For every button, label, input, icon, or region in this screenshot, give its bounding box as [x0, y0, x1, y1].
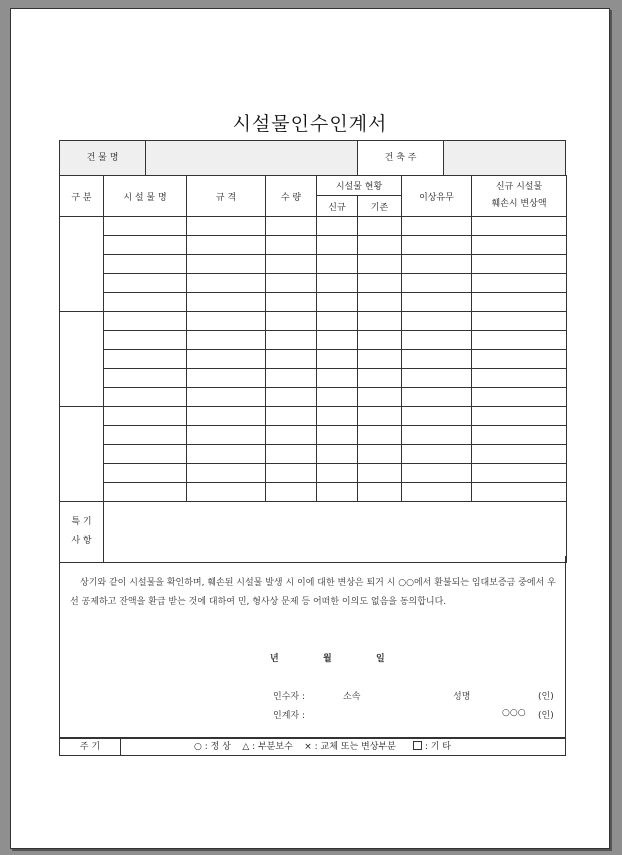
table-cell[interactable] — [358, 331, 402, 350]
table-row — [60, 388, 567, 407]
table-row — [60, 293, 567, 312]
table-cell[interactable] — [317, 445, 358, 464]
table-cell[interactable] — [472, 331, 567, 350]
table-cell[interactable] — [472, 388, 567, 407]
table-cell[interactable] — [266, 236, 317, 255]
special-notes-label-line1: 특 기 — [71, 517, 92, 527]
col-header-spec: 규 격 — [187, 176, 266, 217]
table-cell[interactable] — [402, 331, 472, 350]
table-row — [60, 312, 567, 331]
table-cell[interactable] — [187, 388, 266, 407]
table-cell[interactable] — [317, 407, 358, 426]
table-cell[interactable] — [187, 331, 266, 350]
legend-partial: △ : 부분보수 — [242, 742, 293, 752]
agreement-text: 상기와 같이 시설물을 확인하며, 훼손된 시설물 발생 시 이에 대한 변상은 퇴거 시 ○○에서 환불되는 임대보증금 중에서 우선 공제하고 잔액을 환급 받는 것에 대하여 민, 형사상 문제 등 어떠한 이의도 없음을 동의합니다. — [70, 578, 556, 607]
table-cell[interactable] — [317, 369, 358, 388]
table-cell[interactable] — [402, 464, 472, 483]
document-page — [10, 8, 610, 849]
table-cell[interactable] — [104, 483, 187, 502]
table-cell[interactable] — [104, 293, 187, 312]
table-cell[interactable] — [317, 331, 358, 350]
table-cell[interactable] — [402, 369, 472, 388]
building-name-label: 건 물 명 — [60, 141, 146, 175]
category-cell[interactable] — [60, 312, 104, 407]
building-name-field[interactable] — [146, 141, 358, 175]
table-cell[interactable] — [402, 255, 472, 274]
table-cell[interactable] — [472, 426, 567, 445]
table-cell[interactable] — [402, 483, 472, 502]
table-cell[interactable] — [266, 331, 317, 350]
table-cell[interactable] — [472, 293, 567, 312]
table-cell[interactable] — [104, 255, 187, 274]
table-cell[interactable] — [472, 236, 567, 255]
table-cell[interactable] — [187, 236, 266, 255]
table-cell[interactable] — [358, 255, 402, 274]
category-cell[interactable] — [60, 407, 104, 502]
builder-field[interactable] — [444, 141, 565, 175]
col-header-compensation-line1: 신규 시설물 — [495, 182, 543, 192]
table-row — [60, 331, 567, 350]
table-cell[interactable] — [104, 426, 187, 445]
table-cell[interactable] — [402, 312, 472, 331]
table-cell[interactable] — [266, 426, 317, 445]
table-cell[interactable] — [402, 407, 472, 426]
table-cell[interactable] — [266, 369, 317, 388]
table-cell[interactable] — [187, 312, 266, 331]
table-cell[interactable] — [266, 388, 317, 407]
col-header-status-existing: 기존 — [358, 196, 402, 217]
col-header-compensation — [472, 176, 567, 217]
table-row — [60, 236, 567, 255]
table-cell[interactable] — [187, 407, 266, 426]
receiver-label: 인수자 : — [273, 692, 305, 702]
table-cell[interactable] — [358, 312, 402, 331]
table-cell[interactable] — [317, 236, 358, 255]
special-notes-label — [60, 502, 104, 563]
col-header-status: 시설물 현황 — [317, 176, 402, 196]
table-cell[interactable] — [358, 274, 402, 293]
table-cell[interactable] — [187, 369, 266, 388]
table-cell[interactable] — [187, 255, 266, 274]
table-cell[interactable] — [187, 350, 266, 369]
table-cell[interactable] — [187, 293, 266, 312]
table-cell[interactable] — [266, 255, 317, 274]
table-cell[interactable] — [104, 217, 187, 236]
table-cell[interactable] — [358, 236, 402, 255]
table-cell[interactable] — [472, 464, 567, 483]
table-cell[interactable] — [402, 445, 472, 464]
table-cell[interactable] — [317, 464, 358, 483]
transferor-label: 인계자 : — [273, 711, 305, 721]
table-cell[interactable] — [472, 312, 567, 331]
table-cell[interactable] — [402, 388, 472, 407]
legend-normal: ○ : 정 상 — [194, 742, 231, 752]
table-cell[interactable] — [266, 312, 317, 331]
table-cell[interactable] — [358, 445, 402, 464]
table-cell[interactable] — [266, 483, 317, 502]
category-cell[interactable] — [60, 217, 104, 312]
footnote-row — [59, 738, 566, 756]
table-cell[interactable] — [266, 464, 317, 483]
table-cell[interactable] — [266, 407, 317, 426]
table-cell[interactable] — [358, 483, 402, 502]
table-cell[interactable] — [317, 426, 358, 445]
table-cell[interactable] — [358, 293, 402, 312]
transferor-seal: (인) — [538, 711, 554, 721]
legend-replace: × : 교체 또는 변상부분 — [304, 742, 396, 752]
table-cell[interactable] — [187, 464, 266, 483]
agreement-section — [59, 556, 566, 738]
table-cell[interactable] — [104, 274, 187, 293]
table-cell[interactable] — [187, 217, 266, 236]
table-cell[interactable] — [104, 312, 187, 331]
table-cell[interactable] — [317, 312, 358, 331]
col-header-status-new: 신규 — [317, 196, 358, 217]
table-cell[interactable] — [317, 217, 358, 236]
transferor-name: ○○○ — [502, 708, 526, 718]
table-cell[interactable] — [402, 274, 472, 293]
table-cell[interactable] — [104, 236, 187, 255]
table-row — [60, 369, 567, 388]
table-cell[interactable] — [472, 274, 567, 293]
table-cell[interactable] — [266, 445, 317, 464]
table-cell[interactable] — [266, 293, 317, 312]
table-cell[interactable] — [358, 426, 402, 445]
col-header-abnormal: 이상유무 — [402, 176, 472, 217]
table-cell[interactable] — [317, 350, 358, 369]
table-cell[interactable] — [104, 388, 187, 407]
table-cell[interactable] — [187, 445, 266, 464]
col-header-facility-name: 시 설 물 명 — [104, 176, 187, 217]
table-row — [60, 255, 567, 274]
table-cell[interactable] — [358, 369, 402, 388]
date-day: 일 — [375, 654, 385, 664]
table-row — [60, 426, 567, 445]
table-cell[interactable] — [472, 483, 567, 502]
col-header-compensation-line2: 훼손시 변상액 — [491, 199, 547, 209]
table-row — [60, 483, 567, 502]
table-cell[interactable] — [187, 483, 266, 502]
col-header-quantity: 수 량 — [266, 176, 317, 217]
legend-other: : 기 타 — [424, 742, 451, 752]
table-cell[interactable] — [104, 445, 187, 464]
table-cell[interactable] — [358, 464, 402, 483]
table-cell[interactable] — [104, 369, 187, 388]
document-title: 시설물인수인계서 — [232, 113, 388, 135]
table-cell[interactable] — [472, 350, 567, 369]
table-cell[interactable] — [472, 255, 567, 274]
table-cell[interactable] — [358, 388, 402, 407]
facility-table-body — [60, 217, 567, 502]
name-label: 성명 — [453, 692, 471, 702]
table-cell[interactable] — [472, 369, 567, 388]
special-notes-label-line2: 사 항 — [71, 536, 92, 546]
table-cell[interactable] — [317, 255, 358, 274]
table-cell[interactable] — [104, 350, 187, 369]
affiliation-label: 소속 — [343, 692, 361, 702]
table-cell[interactable] — [317, 388, 358, 407]
table-cell[interactable] — [358, 217, 402, 236]
table-cell[interactable] — [402, 293, 472, 312]
facility-table — [59, 175, 567, 563]
table-cell[interactable] — [402, 236, 472, 255]
receiver-seal: (인) — [538, 692, 554, 702]
table-cell[interactable] — [358, 350, 402, 369]
table-cell[interactable] — [104, 464, 187, 483]
header-row — [59, 140, 566, 176]
date-year: 년 — [270, 654, 279, 664]
table-cell[interactable] — [187, 274, 266, 293]
table-cell[interactable] — [358, 407, 402, 426]
table-cell[interactable] — [472, 445, 567, 464]
table-cell[interactable] — [266, 274, 317, 293]
date-month: 월 — [322, 654, 332, 664]
table-cell[interactable] — [317, 293, 358, 312]
table-cell[interactable] — [472, 407, 567, 426]
table-cell[interactable] — [317, 274, 358, 293]
table-cell[interactable] — [402, 217, 472, 236]
square-icon — [413, 741, 422, 750]
footnote-legend — [194, 739, 451, 755]
footnote-label: 주 기 — [60, 739, 121, 755]
special-notes-field[interactable] — [104, 502, 567, 563]
table-cell[interactable] — [187, 426, 266, 445]
table-row — [60, 407, 567, 426]
table-row — [60, 350, 567, 369]
table-cell[interactable] — [472, 217, 567, 236]
table-cell[interactable] — [402, 350, 472, 369]
table-cell[interactable] — [266, 350, 317, 369]
table-row — [60, 464, 567, 483]
table-cell[interactable] — [317, 483, 358, 502]
table-cell[interactable] — [104, 331, 187, 350]
table-cell[interactable] — [266, 217, 317, 236]
table-row — [60, 217, 567, 236]
date-line — [270, 651, 385, 664]
table-cell[interactable] — [402, 426, 472, 445]
col-header-category: 구 분 — [60, 176, 104, 217]
table-row — [60, 274, 567, 293]
builder-label: 건 축 주 — [358, 141, 444, 175]
table-cell[interactable] — [104, 407, 187, 426]
table-row — [60, 445, 567, 464]
